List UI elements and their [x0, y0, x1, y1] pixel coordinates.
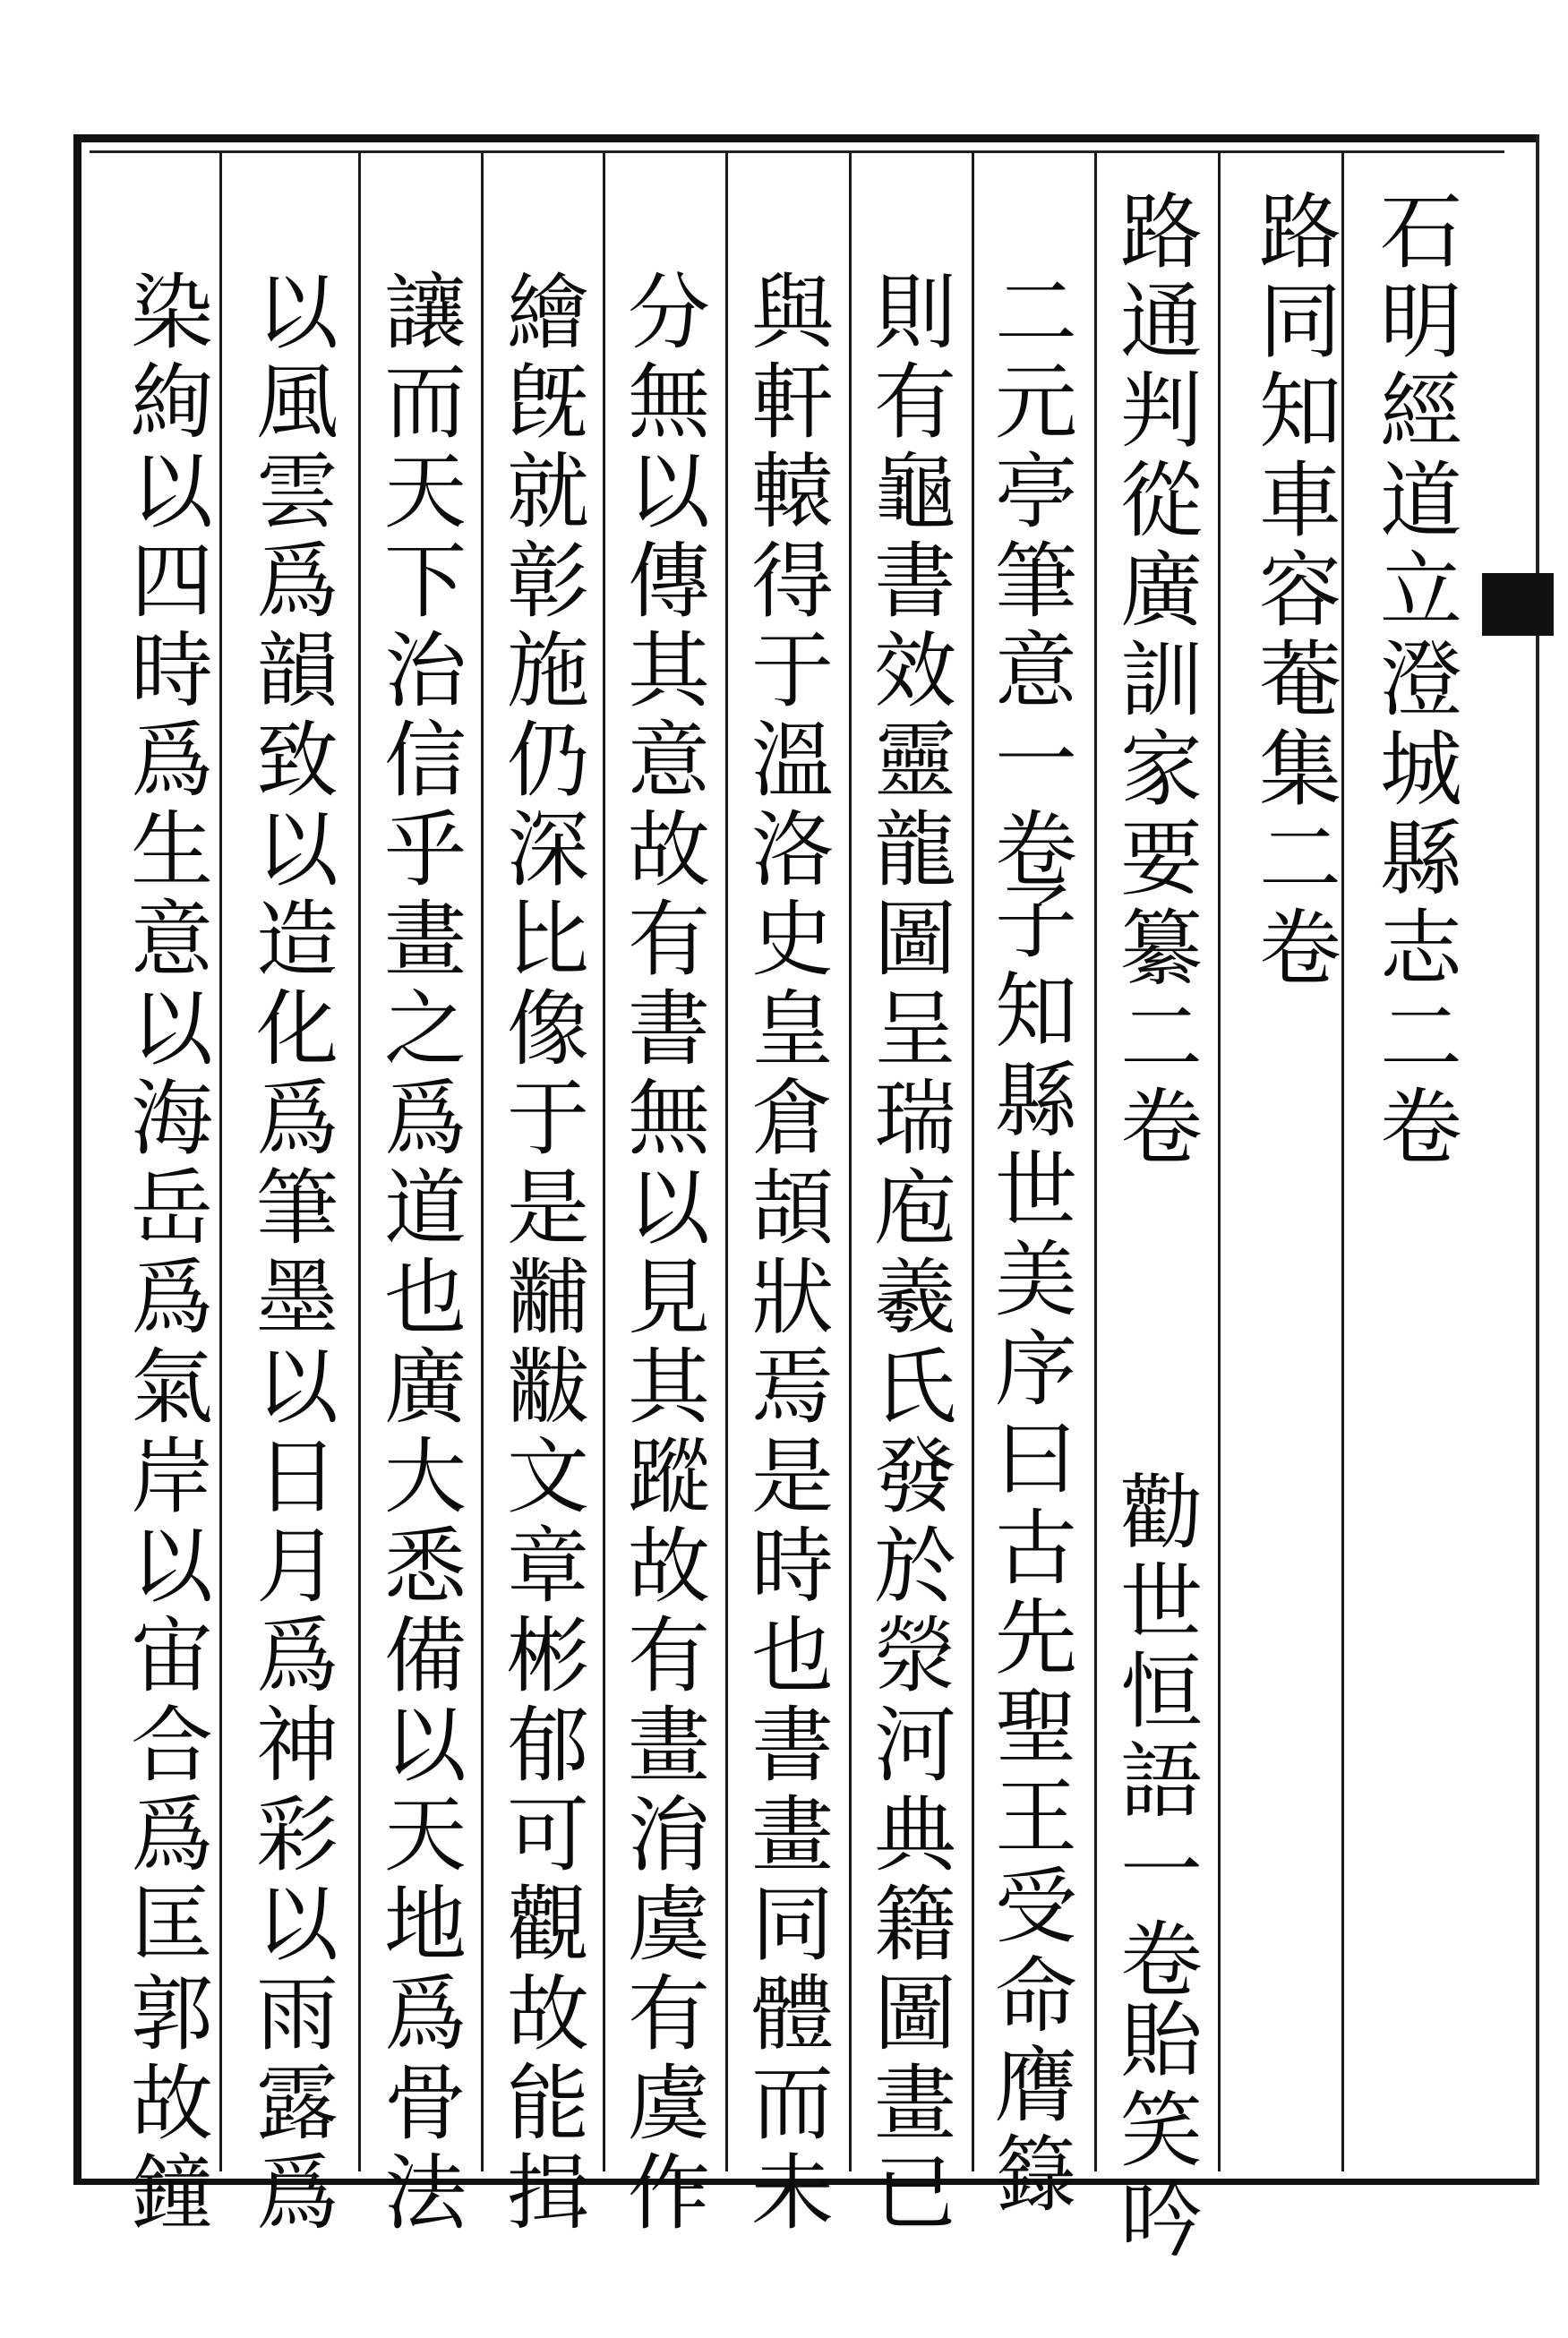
column-rule [603, 152, 605, 2171]
fore-edge-mark [1482, 573, 1554, 636]
text-column-4-note: 子知縣世美序曰古先聖王受命膺籙 [981, 878, 1077, 2221]
column-rule [219, 152, 222, 2171]
text-column-6: 與軒轅得于溫洛史皇倉頡狀焉是時也書畫同體而未 [738, 269, 834, 2239]
text-column-3-note-a: 勸世恒語一卷 [1107, 1469, 1203, 2006]
right-edge-line [1536, 134, 1539, 2185]
column-rule [358, 152, 361, 2171]
column-rule [1094, 152, 1097, 2171]
text-column-3-note-b: 貽笑吟 [1107, 1997, 1203, 2265]
text-column-4: 二元亭筆意一卷 [981, 269, 1077, 895]
column-rule [725, 152, 728, 2171]
text-column-9: 讓而天下治信乎畫之爲道也廣大悉備以天地爲骨法 [371, 269, 467, 2239]
text-column-1: 石明經道立澄城縣志二卷 [1367, 188, 1462, 1173]
text-column-8: 繪旣就彰施仍深比像于是黼黻文章彬郁可觀故能揖 [493, 269, 589, 2239]
text-column-5: 則有龜書效靈龍圖呈瑞庖羲氏發於滎河典籍圖畫已 [861, 269, 956, 2239]
text-column-3: 路通判從廣訓家要纂二卷 [1107, 188, 1203, 1173]
column-rule [1218, 152, 1221, 2171]
column-rule [972, 152, 974, 2171]
column-rule [849, 152, 852, 2171]
text-column-10: 以風雲爲韻致以造化爲筆墨以日月爲神彩以雨露爲 [243, 269, 338, 2239]
text-column-11: 染絢以四時爲生意以海岳爲氣岸以宙合爲匡郭故鐘 [117, 269, 213, 2239]
column-rule [481, 152, 484, 2171]
text-column-7: 分無以傳其意故有書無以見其蹤故有畫㳙虞有虞作 [614, 269, 710, 2239]
text-column-2: 路同知車容菴集二卷 [1246, 188, 1341, 994]
top-rule [90, 150, 1504, 153]
